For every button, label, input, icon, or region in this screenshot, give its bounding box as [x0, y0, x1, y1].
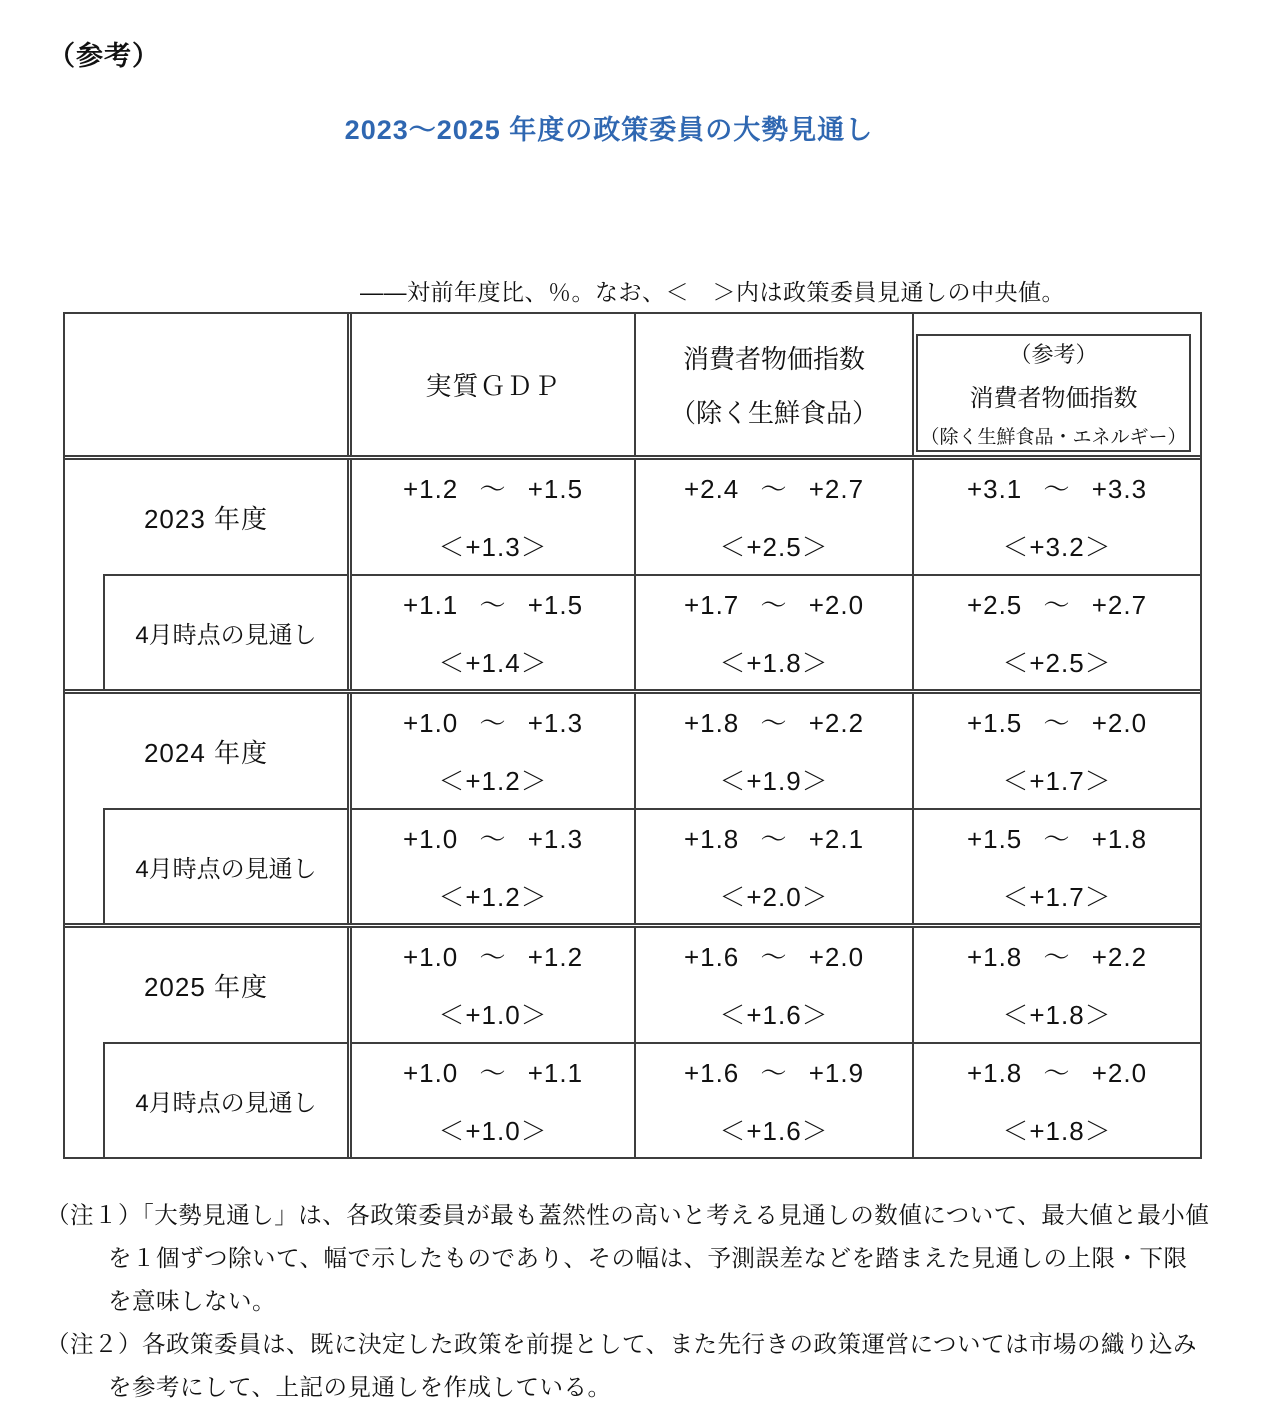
forecast-median: ＜+1.0＞ — [438, 1115, 548, 1146]
year-row — [352, 460, 1200, 574]
data-columns — [352, 694, 1200, 923]
forecast-range: +2.4 ～ +2.7 — [683, 474, 865, 505]
forecast-table — [63, 312, 1202, 1159]
fiscal-year-label: 2025 年度 — [143, 971, 269, 1002]
data-columns — [352, 460, 1200, 689]
forecast-range: +1.0 ～ +1.2 — [402, 942, 584, 973]
forecast-range: +1.7 ～ +2.0 — [683, 589, 865, 620]
fiscal-year-label: 2023 年度 — [143, 503, 269, 534]
cpi-forecast-cell — [634, 810, 912, 924]
cpi-ex-forecast-cell — [912, 928, 1200, 1042]
gdp-forecast-cell — [352, 576, 634, 690]
row-label-cell — [65, 694, 352, 923]
row-label-cell — [65, 460, 352, 689]
header-empty-cell — [65, 314, 352, 455]
header-cpi-subtitle: （除く生鮮食品） — [669, 398, 878, 428]
note-line: を意味しない。 — [108, 1288, 276, 1314]
forecast-range: +1.0 ～ +1.3 — [402, 708, 584, 739]
year-row — [352, 694, 1200, 808]
forecast-median: ＜+2.5＞ — [719, 532, 829, 563]
note-line: を参考にして、上記の見通しを作成している。 — [108, 1374, 612, 1400]
forecast-range: +1.5 ～ +1.8 — [966, 823, 1148, 854]
note-2 — [46, 1323, 1246, 1409]
header-cpi-ex-ref: （参考） — [1009, 341, 1098, 367]
note-line: を１個ずつ除いて、幅で示したものであり、その幅は、予測誤差などを踏まえた見通しの上限・下限 — [108, 1245, 1188, 1271]
cpi-ex-forecast-cell — [912, 460, 1200, 574]
april-forecast-label: 4月時点の見通し — [135, 856, 317, 883]
april-row — [352, 1042, 1200, 1158]
year-row — [352, 928, 1200, 1042]
forecast-range: +1.5 ～ +2.0 — [966, 708, 1148, 739]
cpi-forecast-cell — [634, 694, 912, 808]
april-forecast-label: 4月時点の見通し — [135, 622, 317, 649]
page-title: 2023～2025 年度の政策委員の大勢見通し — [344, 115, 874, 145]
header-gdp-cell: 実質ＧＤＰ — [425, 371, 561, 401]
cpi-forecast-cell — [634, 460, 912, 574]
row-label-cell — [65, 928, 352, 1157]
forecast-range: +1.8 ～ +2.0 — [966, 1057, 1148, 1088]
forecast-median: ＜+1.0＞ — [438, 1000, 548, 1031]
gdp-forecast-cell — [352, 694, 634, 808]
data-columns — [352, 928, 1200, 1157]
footnotes — [46, 1194, 1246, 1409]
forecast-median: ＜+1.9＞ — [719, 766, 829, 797]
group-2024 — [65, 689, 1200, 923]
cpi-ex-forecast-cell — [912, 1044, 1200, 1158]
forecast-range: +1.8 ～ +2.2 — [966, 942, 1148, 973]
cpi-ex-forecast-cell — [912, 810, 1200, 924]
header-cpi-title: 消費者物価指数 — [682, 344, 865, 374]
fiscal-year-label: 2024 年度 — [143, 737, 269, 768]
forecast-range: +1.0 ～ +1.1 — [402, 1057, 584, 1088]
forecast-median: ＜+1.4＞ — [438, 647, 548, 678]
header-cpi-ex-box — [916, 334, 1191, 452]
forecast-median: ＜+1.7＞ — [1002, 766, 1112, 797]
forecast-median: ＜+1.2＞ — [438, 766, 548, 797]
cpi-ex-forecast-cell — [912, 694, 1200, 808]
note-label: （注２） — [46, 1331, 142, 1357]
forecast-range: +1.6 ～ +1.9 — [683, 1057, 865, 1088]
note-text: 「大勢見通し」は、各政策委員が最も蓋然性の高いと考える見通しの数値について、最大値と最小値 — [142, 1202, 1210, 1228]
note-text: 各政策委員は、既に決定した政策を前提として、また先行きの政策運営については市場の織り込み — [142, 1331, 1198, 1357]
forecast-range: +1.0 ～ +1.3 — [402, 823, 584, 854]
group-2023 — [65, 455, 1200, 689]
forecast-median: ＜+1.8＞ — [1002, 1000, 1112, 1031]
april-forecast-label: 4月時点の見通し — [135, 1090, 317, 1117]
april-forecast-label-box — [103, 574, 347, 689]
forecast-median: ＜+2.5＞ — [1002, 647, 1112, 678]
forecast-range: +1.1 ～ +1.5 — [402, 589, 584, 620]
gdp-forecast-cell — [352, 810, 634, 924]
corner-label: （参考） — [48, 41, 160, 71]
gdp-forecast-cell — [352, 460, 634, 574]
note-label: （注１） — [46, 1202, 142, 1228]
cpi-forecast-cell — [634, 928, 912, 1042]
forecast-median: ＜+1.8＞ — [1002, 1115, 1112, 1146]
gdp-forecast-cell — [352, 928, 634, 1042]
forecast-range: +3.1 ～ +3.3 — [966, 474, 1148, 505]
cpi-forecast-cell — [634, 576, 912, 690]
note-line — [46, 1194, 1246, 1237]
forecast-median: ＜+1.6＞ — [719, 1115, 829, 1146]
cpi-ex-forecast-cell — [912, 576, 1200, 690]
forecast-median: ＜+1.2＞ — [438, 881, 548, 912]
april-row — [352, 808, 1200, 924]
april-row — [352, 574, 1200, 690]
header-cpi-ex-cell — [912, 314, 1200, 455]
cpi-forecast-cell — [634, 1044, 912, 1158]
header-cpi-ex-title: 消費者物価指数 — [969, 384, 1138, 412]
forecast-range: +2.5 ～ +2.7 — [966, 589, 1148, 620]
forecast-median: ＜+1.7＞ — [1002, 881, 1112, 912]
forecast-range: +1.6 ～ +2.0 — [683, 942, 865, 973]
april-forecast-label-box — [103, 808, 347, 923]
note-1 — [46, 1194, 1246, 1323]
forecast-median: ＜+2.0＞ — [719, 881, 829, 912]
forecast-range: +1.8 ～ +2.1 — [683, 823, 865, 854]
table-header-row — [65, 314, 1200, 455]
forecast-median: ＜+1.8＞ — [719, 647, 829, 678]
forecast-median: ＜+1.6＞ — [719, 1000, 829, 1031]
forecast-range: +1.2 ～ +1.5 — [402, 474, 584, 505]
header-cpi-ex-subtitle: （除く生鮮食品・エネルギー） — [920, 426, 1187, 448]
forecast-median: ＜+3.2＞ — [1002, 532, 1112, 563]
unit-note: ――対前年度比、％。なお、＜ ＞内は政策委員見通しの中央値。 — [360, 279, 1065, 305]
gdp-forecast-cell — [352, 1044, 634, 1158]
forecast-range: +1.8 ～ +2.2 — [683, 708, 865, 739]
header-cpi-cell — [634, 314, 912, 455]
note-line — [46, 1323, 1246, 1366]
forecast-median: ＜+1.3＞ — [438, 532, 548, 563]
group-2025 — [65, 923, 1200, 1157]
april-forecast-label-box — [103, 1042, 347, 1157]
